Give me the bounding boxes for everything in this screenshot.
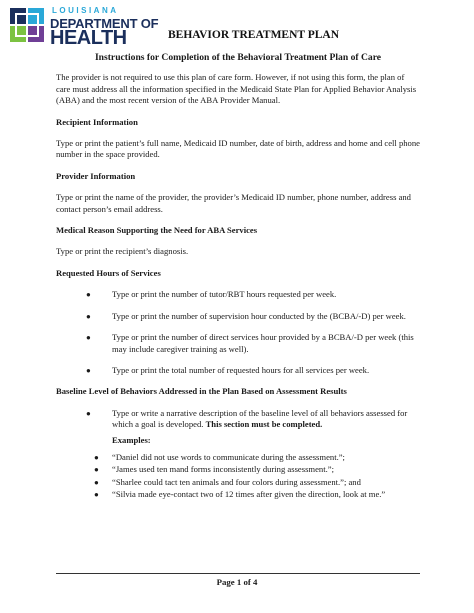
baseline-list [56, 408, 420, 431]
bullet-icon: ● [86, 408, 91, 418]
medical-reason-heading: Medical Reason Supporting the Need for ABA Services [56, 225, 258, 236]
example-text: “Silvia made eye-contact two of 12 times after given the direction, look at me.” [112, 489, 386, 500]
document-subtitle: Instructions for Completion of the Behavioral Treatment Plan of Care [94, 52, 382, 63]
list-item [56, 365, 420, 376]
bullet-icon: ● [86, 333, 91, 343]
list-item-text: Type or print the total number of requested hours for all services per week. [112, 364, 370, 375]
list-item [56, 489, 420, 500]
list-item-text: Type or print the number of supervision hour conducted by the (BCBA/-D) per week. [112, 310, 406, 321]
provider-heading: Provider Information [56, 170, 136, 181]
bullet-icon: ● [86, 290, 91, 300]
document-body [56, 52, 420, 502]
example-text: “Sharlee could tact ten animals and four colors during assessment.”; and [112, 476, 361, 487]
medical-reason-text: Type or print the recipient’s diagnosis. [56, 246, 189, 257]
logo-department-text: DEPARTMENT OF [50, 16, 159, 31]
ldh-logo-mark-icon [10, 8, 46, 44]
list-item [56, 464, 420, 475]
intro-paragraph: The provider is not required to use this plan of care form. However, if not using this form, the plan of care must address all the information specified in the Medicaid State Plan for Applied Behavior Analysis (ABA) and the most recent version of the ABA Provider Manual. [56, 72, 417, 106]
list-item [56, 477, 420, 488]
list-item [56, 289, 420, 300]
bullet-icon: ● [86, 365, 91, 375]
recipient-heading: Recipient Information [56, 116, 138, 127]
logo-state-text: LOUISIANA [52, 6, 119, 15]
baseline-bullet-text: Type or write a narrative description of the baseline level of all behaviors assessed for which a goal is developed. [112, 407, 408, 430]
list-item-text: Type or print the number of tutor/RBT hours requested per week. [112, 289, 337, 300]
requested-hours-list [56, 289, 420, 376]
bullet-icon: ● [94, 477, 99, 487]
examples-list [56, 452, 420, 501]
list-item [56, 408, 420, 431]
bullet-icon: ● [94, 490, 99, 500]
provider-text: Type or print the name of the provider, the provider’s Medicaid ID number, phone number, address and contact person’s email address. [56, 192, 411, 214]
bullet-icon: ● [94, 465, 99, 475]
logo-health-text: HEALTH [50, 27, 127, 49]
example-text: “James used ten mand forms inconsistently during assessment.”; [112, 464, 334, 475]
bullet-icon: ● [94, 452, 99, 462]
example-text: “Daniel did not use words to communicate during the assessment.”; [112, 451, 345, 462]
list-item [56, 452, 420, 463]
list-item [56, 332, 420, 355]
baseline-heading: Baseline Level of Behaviors Addressed in the Plan Based on Assessment Results [56, 386, 347, 397]
document-title: BEHAVIOR TREATMENT PLAN [168, 29, 340, 41]
page-number: Page 1 of 4 [216, 577, 258, 587]
department-of-health-logo [10, 6, 160, 49]
baseline-required-note: This section must be completed. [205, 419, 323, 430]
bullet-icon: ● [86, 311, 91, 321]
recipient-text: Type or print the patient’s full name, Medicaid ID number, date of birth, address and home and cell phone number in the space provided. [56, 138, 420, 160]
list-item-text: Type or print the number of direct services hour provided by a BCBA/-D per week (this may include caregiver training as well). [112, 332, 414, 354]
list-item [56, 311, 420, 322]
examples-label: Examples: [112, 434, 151, 445]
footer-divider [56, 573, 420, 574]
requested-hours-heading: Requested Hours of Services [56, 267, 161, 278]
